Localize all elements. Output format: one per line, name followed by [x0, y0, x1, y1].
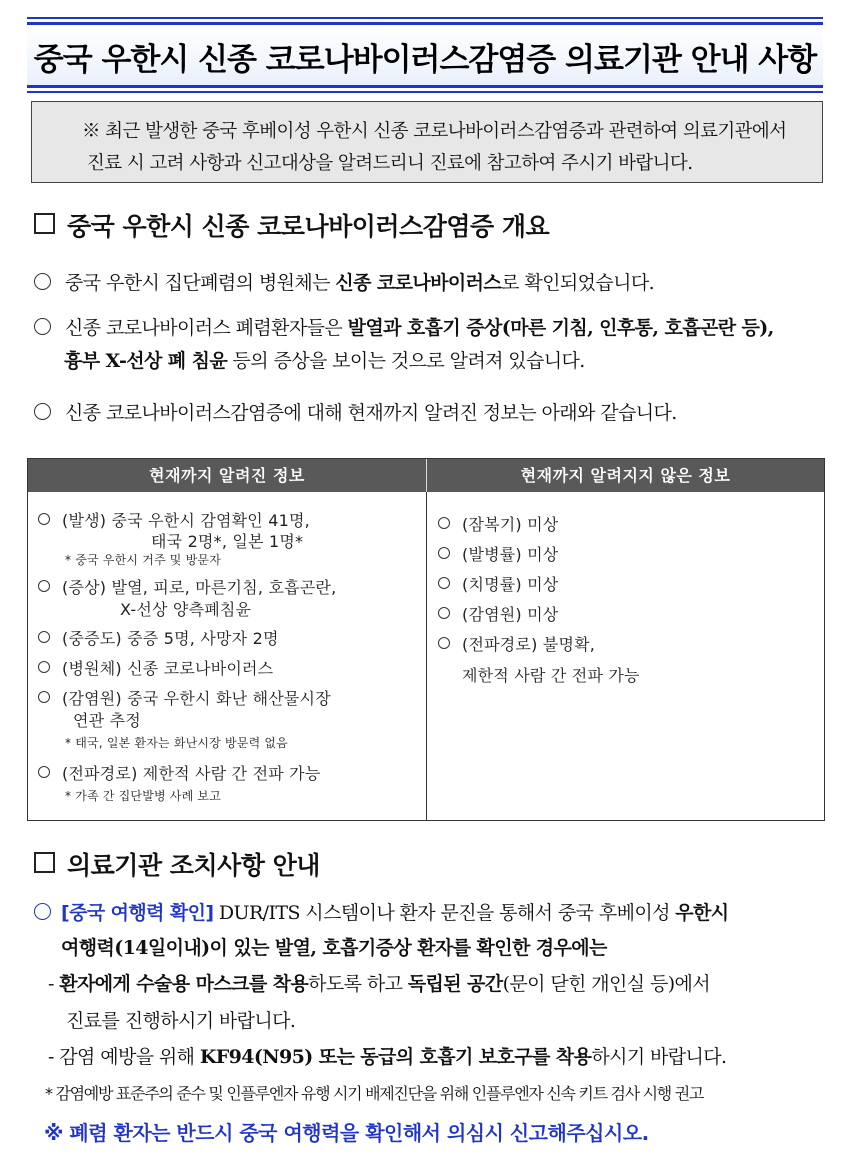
known-note: * 태국, 일본 환자는 화난시장 방문력 없음	[65, 736, 288, 750]
overview-para-2-cont	[64, 346, 585, 373]
title-banner	[27, 22, 823, 88]
checkbox-square-icon	[34, 852, 55, 873]
unknown-item	[438, 602, 558, 625]
text: (증상) 발열, 피로, 마른기침, 호흡곤란,	[62, 578, 337, 597]
section1-heading-text: 중국 우한시 신종 코로나바이러스감염증 개요	[67, 212, 550, 241]
text: 하시기 바랍니다.	[591, 1046, 727, 1068]
circle-bullet-icon	[38, 580, 50, 592]
circle-bullet-icon	[34, 318, 51, 335]
text: DUR/ITS 시스템이나 환자 문진을 통해서 중국 후베이성	[213, 902, 676, 924]
table-divider	[426, 492, 427, 820]
circle-bullet-icon	[34, 903, 51, 920]
text-bold: 여행력(14일이내)이 있는 발열, 호흡기증상 환자를 확인한 경우에는	[61, 937, 607, 959]
info-table	[27, 458, 825, 821]
circle-bullet-icon	[438, 547, 450, 559]
known-item-cont: X-선상 양측폐침윤	[120, 600, 252, 619]
action-item-1	[34, 898, 729, 925]
circle-bullet-icon	[38, 661, 50, 673]
section2-heading	[34, 846, 320, 882]
notice-line-2: 진료 시 고려 사항과 신고대상을 알려드리니 진료에 참고하여 주시기 바랍니다.	[87, 153, 693, 174]
text: (잠복기) 미상	[462, 515, 559, 534]
unknown-item	[438, 572, 558, 595]
known-item	[38, 656, 273, 679]
text: (전파경로) 제한적 사람 간 전파 가능	[62, 764, 321, 783]
action-dash-1-cont: 진료를 진행하시기 바랍니다.	[66, 1010, 296, 1032]
text: (치명률) 미상	[462, 575, 559, 594]
text: 등의 증상을 보이는 것으로 알려져 있습니다.	[227, 350, 585, 372]
known-item-cont: 연관 추정	[73, 711, 141, 730]
text: (문이 닫힌 개인실 등)에서	[502, 973, 711, 995]
checkbox-square-icon	[34, 213, 55, 234]
text: 신종 코로나바이러스 폐렴환자들은	[65, 317, 348, 339]
text: 로 확인되었습니다.	[501, 272, 655, 294]
text: (발병률) 미상	[462, 545, 559, 564]
action-item-1-cont	[61, 933, 607, 960]
text-bold: KF94(N95) 또는 동급의 호흡기 보호구를 착용	[199, 1046, 592, 1068]
text: (중증도) 중증 5명, 사망자 2명	[62, 629, 279, 648]
unknown-item	[438, 512, 558, 535]
known-item	[38, 575, 336, 598]
circle-bullet-icon	[38, 513, 50, 525]
travel-check-tag: [중국 여행력 확인]	[61, 902, 214, 924]
text-bold: 발열과 호흡기 증상(마른 기침, 인후통, 호흡곤란 등),	[347, 317, 774, 339]
header-unknown: 현재까지 알려지지 않은 정보	[427, 459, 824, 492]
text: 신종 코로나바이러스감염증에 대해 현재까지 알려진 정보는 아래와 같습니다.	[65, 402, 677, 424]
known-note: * 가족 간 집단발병 사례 보고	[65, 789, 221, 803]
circle-bullet-icon	[38, 691, 50, 703]
text-bold: 환자에게 수술용 마스크를 착용	[59, 973, 309, 995]
text: (발생) 중국 우한시 감염확인 41명,	[62, 511, 310, 530]
footnote: * 감염예방 표준주의 준수 및 인플루엔자 유행 시기 배제진단을 위해 인플루엔자 신속 키트 검사 시행 권고	[45, 1084, 704, 1103]
text: - 감염 예방을 위해	[48, 1046, 200, 1068]
text-bold: 독립된 공간	[407, 973, 503, 995]
text: (전파경로) 불명확,	[462, 635, 596, 654]
circle-bullet-icon	[438, 607, 450, 619]
circle-bullet-icon	[34, 403, 51, 420]
notice-box	[31, 101, 823, 183]
section1-heading	[34, 207, 549, 243]
text: -	[48, 973, 60, 995]
text-bold: 신종 코로나바이러스	[335, 272, 502, 294]
known-item	[38, 626, 279, 649]
circle-bullet-icon	[34, 273, 51, 290]
circle-bullet-icon	[38, 631, 50, 643]
known-note: * 중국 우한시 거주 및 방문자	[65, 553, 221, 567]
unknown-item-cont: 제한적 사람 간 전파 가능	[462, 666, 640, 685]
action-dash-1	[48, 969, 710, 996]
text: (감염원) 미상	[462, 605, 559, 624]
header-known: 현재까지 알려진 정보	[28, 459, 427, 492]
text: 중국 우한시 집단폐렴의 병원체는	[65, 272, 336, 294]
text: (병원체) 신종 코로나바이러스	[62, 659, 274, 678]
section2-heading-text: 의료기관 조치사항 안내	[67, 851, 320, 880]
text: (감염원) 중국 우한시 화난 해산물시장	[62, 689, 331, 708]
text-bold: 흉부 X-선상 폐 침윤	[64, 350, 228, 372]
circle-bullet-icon	[438, 577, 450, 589]
known-item	[38, 761, 321, 784]
text: 하도록 하고	[308, 973, 408, 995]
text-bold: 우한시	[675, 902, 729, 924]
known-item	[38, 686, 331, 709]
notice-line-1: ※ 최근 발생한 중국 후베이성 우한시 신종 코로나바이러스감염증과 관련하여 의료기관에서	[82, 121, 787, 142]
circle-bullet-icon	[438, 517, 450, 529]
unknown-item	[438, 542, 558, 565]
overview-para-2	[34, 313, 774, 340]
overview-para-3	[34, 398, 677, 425]
unknown-item	[438, 632, 595, 655]
circle-bullet-icon	[38, 766, 50, 778]
overview-para-1	[34, 268, 654, 295]
known-item-cont: 태국 2명*, 일본 1명*	[151, 532, 304, 551]
page-title: 중국 우한시 신종 코로나바이러스감염증 의료기관 안내 사항	[33, 42, 817, 78]
known-item	[38, 508, 310, 531]
circle-bullet-icon	[438, 637, 450, 649]
warning-banner: ※ 폐렴 환자는 반드시 중국 여행력을 확인해서 의심시 신고해주십시오.	[44, 1121, 649, 1145]
action-dash-2	[48, 1042, 727, 1069]
